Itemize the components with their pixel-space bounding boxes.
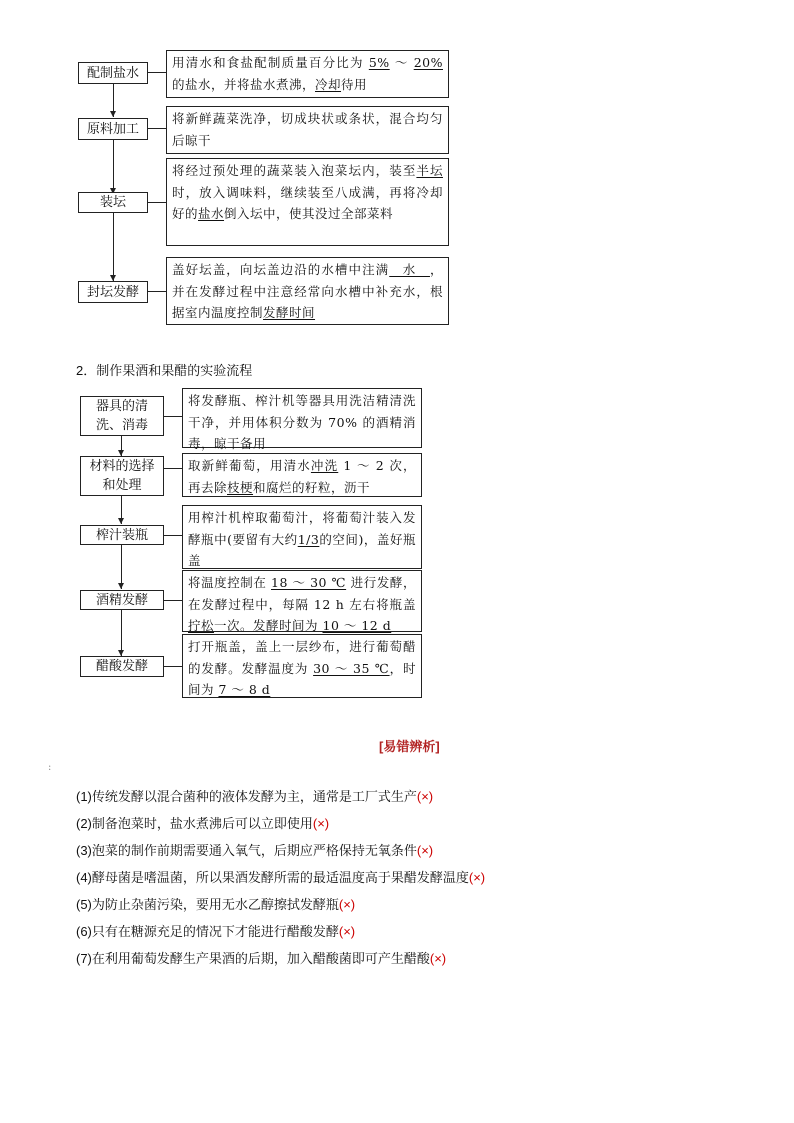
answer-blank: 枝梗 — [227, 479, 254, 495]
answer-blank: 30 ～ 35 ℃ — [313, 660, 390, 676]
answer-blank: 18 ～ 30 ℃ — [271, 575, 347, 590]
step-description — [166, 50, 449, 98]
step-label: 原料加工 — [78, 118, 148, 140]
desc-text: 待用 — [341, 76, 368, 92]
step-description — [166, 257, 449, 325]
desc-text: 和腐烂的籽粒，沥干 — [253, 479, 371, 495]
desc-text: 盖好坛盖，向坛盖边沿的水槽中注满 — [172, 262, 390, 277]
wrong-mark: (×) — [338, 924, 356, 939]
desc-text: 将发酵瓶、榨汁机等器具用洗洁精清洗干净，并用体积分数为 70% 的酒精消毒，晾干备用 — [188, 393, 416, 451]
section-title: 2．制作果酒和果醋的实验流程 — [76, 363, 253, 378]
desc-text: 1 ～ 2 次，再去除 — [188, 458, 416, 495]
item-text: (3)泡菜的制作前期需要通入氧气，后期应严格保持无氧条件 — [76, 843, 417, 858]
flow-connector — [113, 140, 114, 194]
answer-blank: 冷却 — [315, 76, 342, 92]
connector-h — [148, 291, 166, 292]
step-description — [182, 634, 422, 698]
desc-text: 用榨汁机榨取葡萄汁，将葡萄汁装入发酵瓶中(要留有大约 — [188, 510, 416, 547]
desc-text: 的空间)，盖好瓶盖 — [188, 531, 416, 568]
step-label: 醋酸发酵 — [80, 656, 164, 677]
step-label: 装坛 — [78, 192, 148, 213]
connector-h — [148, 202, 166, 203]
item-text: (4)酵母菌是嗜温菌，所以果酒发酵所需的最适温度高于果醋发酵温度 — [76, 870, 469, 885]
desc-text: 取新鲜葡萄，用清水 — [188, 458, 311, 473]
step-description — [166, 106, 449, 154]
desc-text: 时，放入调味料，继续装至八成满，再将冷却好的 — [172, 184, 443, 221]
item-text: (5)为防止杂菌污染，要用无水乙醇擦拭发酵瓶 — [76, 897, 339, 912]
desc-text: ，时间为 — [188, 660, 416, 697]
item-text: (1)传统发酵以混合菌种的液体发酵为主，通常是工厂式生产 — [76, 789, 417, 804]
answer-blank: 水 — [389, 262, 430, 277]
answer-blank: 盐水 — [198, 206, 225, 221]
step-description — [182, 453, 422, 497]
answer-blank: 冲洗 — [310, 458, 339, 473]
step-label: 材料的选择和处理 — [80, 456, 164, 496]
connector-h — [164, 416, 182, 417]
step-description — [182, 505, 422, 569]
answer-blank: 10 ～ 12 d — [322, 618, 392, 633]
connector-h — [164, 600, 182, 601]
list-item — [76, 786, 433, 805]
list-item — [76, 867, 485, 886]
connector-h — [148, 128, 166, 129]
margin-dot: : — [48, 762, 52, 773]
item-text: (2)制备泡菜时，盐水煮沸后可以立即使用 — [76, 816, 313, 831]
step-label: 器具的清洗、消毒 — [80, 396, 164, 436]
wrong-mark: (×) — [416, 789, 434, 804]
answer-blank: 1/3 — [297, 531, 320, 547]
desc-text: 用清水和食盐配制质量百分比为 — [172, 55, 369, 70]
item-text: (7)在利用葡萄发酵生产果酒的后期，加入醋酸菌即可产生醋酸 — [76, 951, 430, 966]
connector-h — [164, 468, 182, 469]
desc-text: 的盐水，并将盐水煮沸， — [172, 76, 316, 92]
flow-connector — [113, 213, 114, 281]
desc-text: 进行发酵，在发酵过程中，每隔 12 h 左右将瓶盖 — [188, 575, 416, 612]
step-description — [182, 388, 422, 451]
desc-text: 一次。发酵时间为 — [214, 618, 323, 633]
list-item — [76, 948, 446, 967]
errors-title: [易错辨析] — [379, 739, 440, 754]
step-label: 酒精发酵 — [80, 590, 164, 610]
desc-text: 将经过预处理的蔬菜装入泡菜坛内，装至 — [172, 163, 417, 178]
answer-blank: 发酵时间 — [263, 305, 316, 320]
desc-text: ～ — [389, 55, 414, 70]
answer-blank: 5% — [368, 55, 390, 70]
answer-blank: 拧松 — [188, 618, 215, 633]
desc-text: 打开瓶盖，盖上一层纱布，进行葡萄醋的发酵。发酵温度为 — [188, 639, 416, 676]
wrong-mark: (×) — [416, 843, 434, 858]
list-item — [76, 840, 433, 859]
arrow-down-icon — [118, 518, 124, 524]
list-item — [76, 921, 355, 940]
connector-h — [164, 535, 182, 536]
item-text: (6)只有在糖源充足的情况下才能进行醋酸发酵 — [76, 924, 339, 939]
desc-text: 倒入坛中，使其没过全部菜料 — [224, 206, 394, 221]
answer-blank: 20% — [413, 55, 443, 70]
step-description — [166, 158, 449, 246]
desc-text: 将温度控制在 — [188, 575, 272, 590]
connector-h — [164, 666, 182, 667]
desc-text: 将新鲜蔬菜洗净，切成块状或条状，混合均匀后晾干 — [172, 111, 443, 148]
step-description — [182, 570, 422, 632]
wrong-mark: (×) — [312, 816, 330, 831]
step-label: 榨汁装瓶 — [80, 525, 164, 545]
list-item — [76, 894, 355, 913]
arrow-down-icon — [118, 583, 124, 589]
answer-blank: 半坛 — [416, 163, 443, 178]
desc-text: ，并在发酵过程中注意经常向水槽中补充水，根据室内温度控制 — [172, 262, 443, 320]
step-label: 封坛发酵 — [78, 281, 148, 303]
wrong-mark: (×) — [468, 870, 486, 885]
wrong-mark: (×) — [338, 897, 356, 912]
answer-blank: 7 ～ 8 d — [218, 682, 271, 697]
arrow-down-icon — [110, 111, 116, 117]
wrong-mark: (×) — [429, 951, 447, 966]
list-item — [76, 813, 329, 832]
connector-h — [148, 72, 166, 73]
step-label: 配制盐水 — [78, 62, 148, 84]
